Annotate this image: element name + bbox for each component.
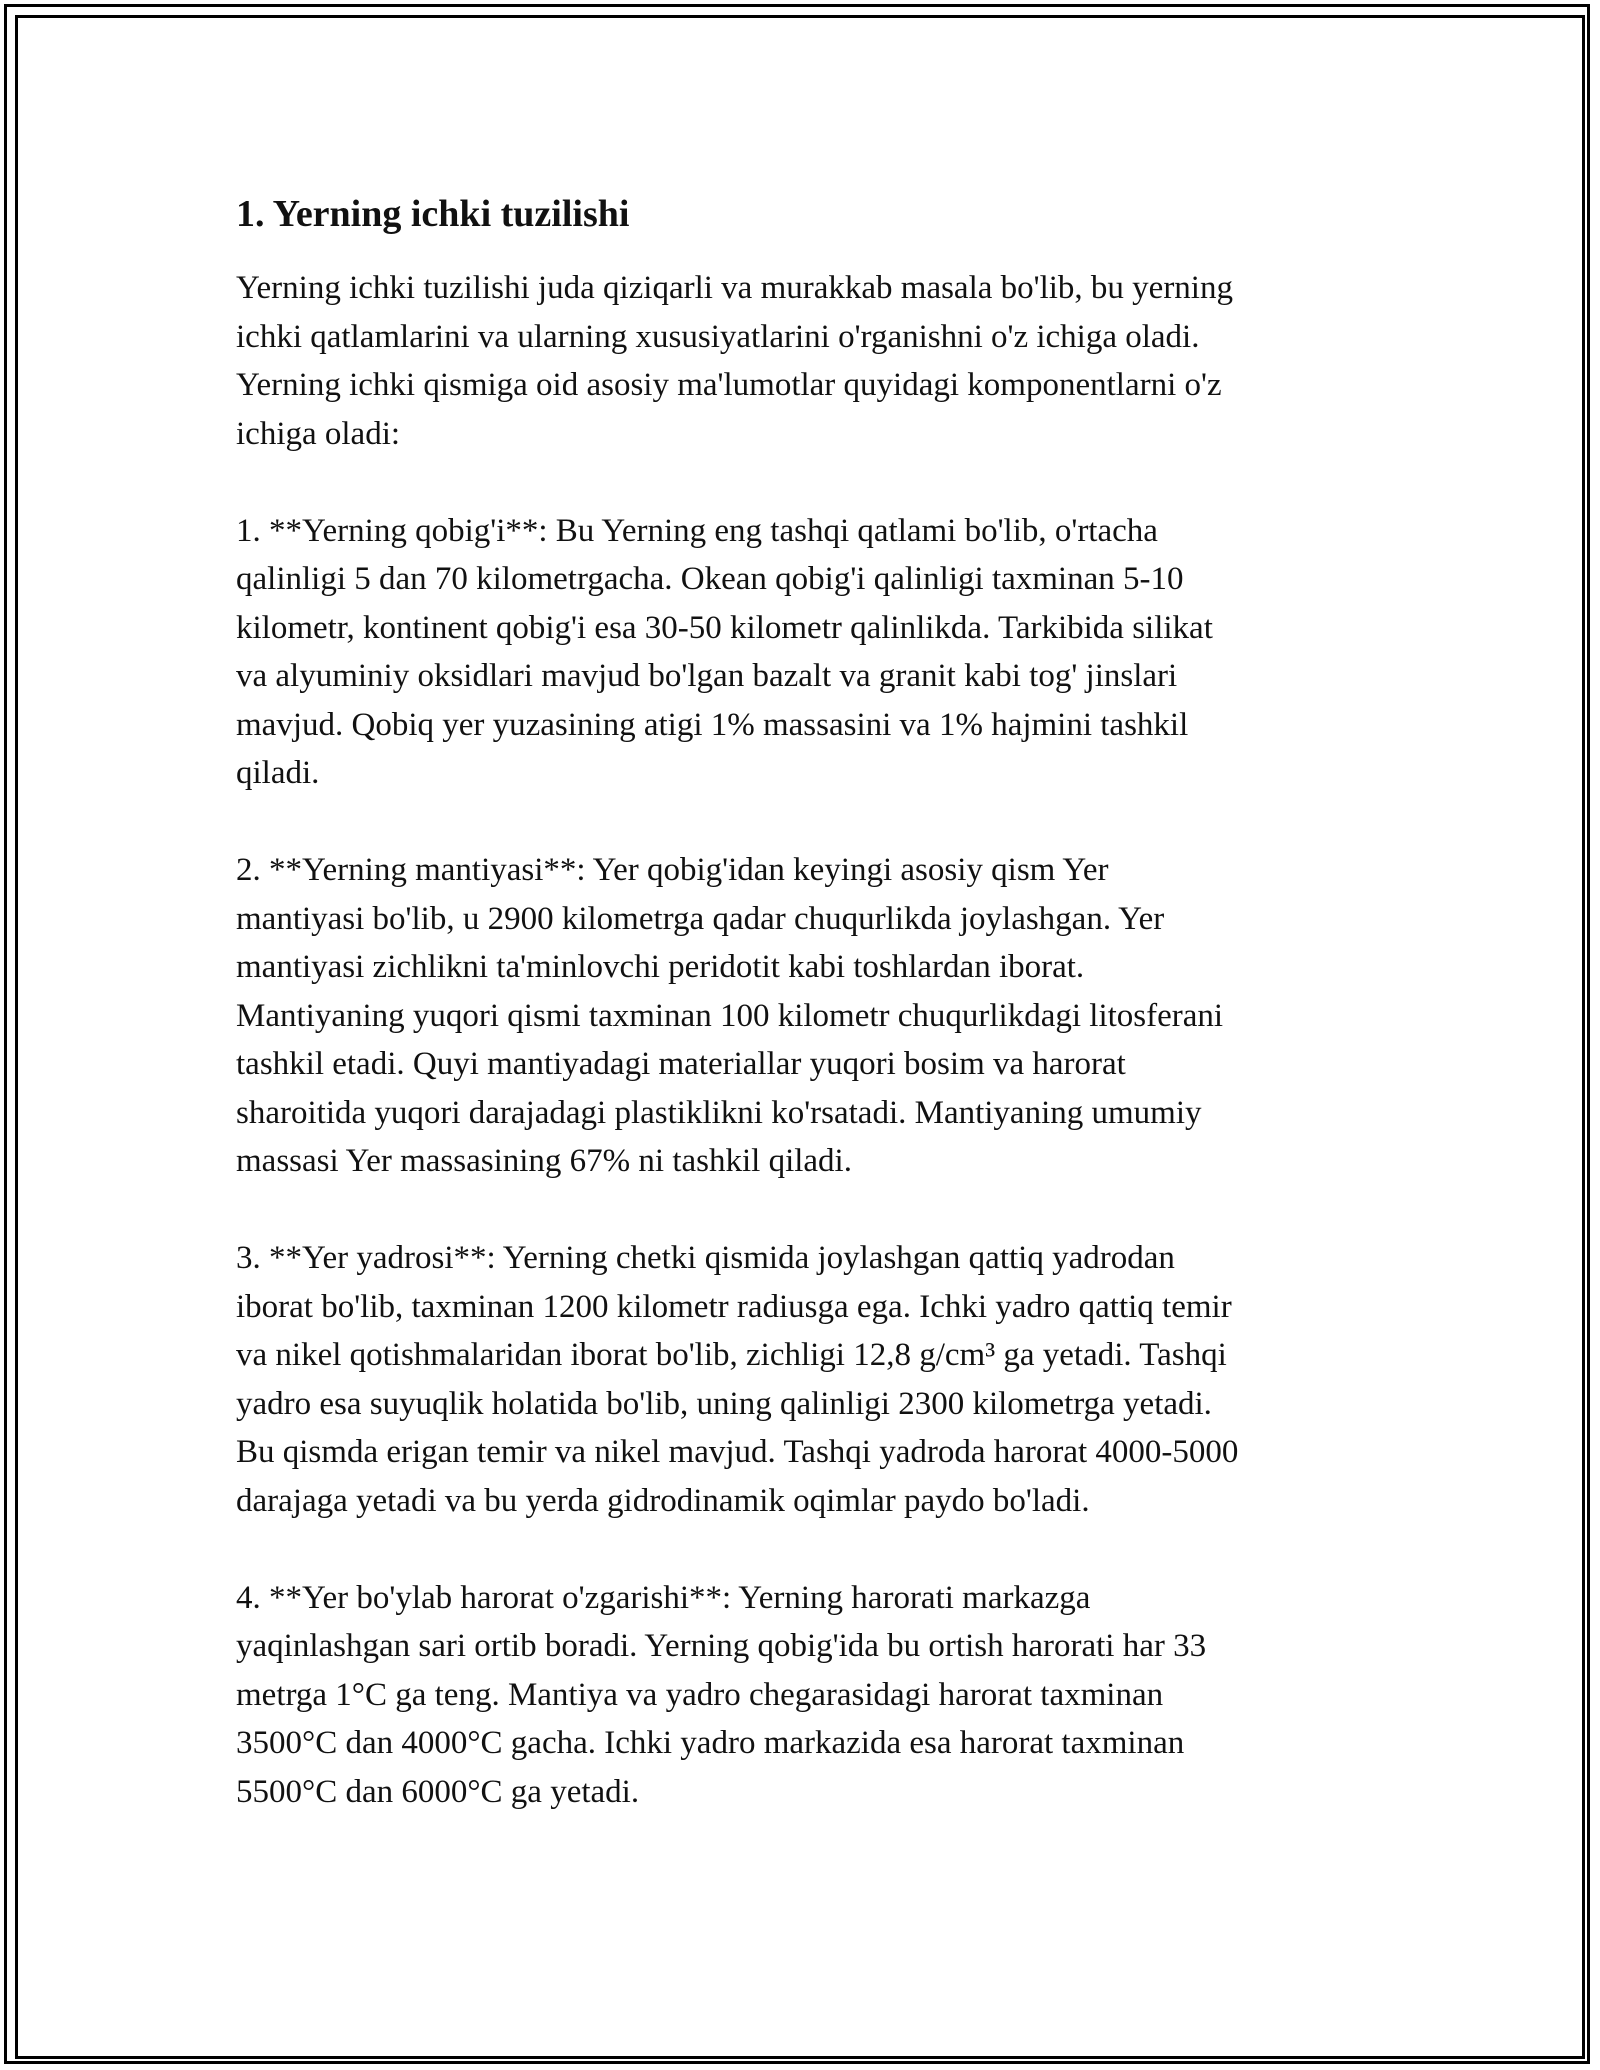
paragraph-line: 1. **Yerning qobig'i**: Bu Yerning eng tashqi qatlami bo'lib, o'rtacha [236, 512, 1158, 549]
temperature-paragraph [236, 1574, 1366, 1817]
paragraph-line: ichki qatlamlarini va ularning xususiyatlarini o'rganishni o'z ichiga oladi. [236, 318, 1200, 355]
paragraph-line: qiladi. [236, 755, 320, 791]
paragraph-line: 4. **Yer bo'ylab harorat o'zgarishi**: Yerning harorati markazga [236, 1579, 1091, 1616]
paragraph-line: mantiyasi zichlikni ta'minlovchi peridotit kabi toshlardan iborat. [236, 949, 1085, 985]
paragraph-line: mavjud. Qobiq yer yuzasining atigi 1% massasini va 1% hajmini tashkil [236, 706, 1189, 743]
paragraph-line: massasi Yer massasining 67% ni tashkil qiladi. [236, 1143, 852, 1179]
document-body [236, 188, 1366, 1865]
paragraph-line: 5500°C dan 6000°C ga yetadi. [236, 1773, 640, 1810]
paragraph-line: va alyuminiy oksidlari mavjud bo'lgan bazalt va granit kabi tog' jinslari [236, 658, 1178, 694]
paragraph-line: darajaga yetadi va bu yerda gidrodinamik oqimlar paydo bo'ladi. [236, 1482, 1090, 1519]
mantle-paragraph [236, 846, 1366, 1186]
paragraph-line: yaqinlashgan sari ortib boradi. Yerning qobig'ida bu ortish harorati har 33 [236, 1628, 1207, 1664]
paragraph-line: tashkil etadi. Quyi mantiyadagi materiallar yuqori bosim va harorat [236, 1046, 1126, 1082]
paragraph-line: Yerning ichki qismiga oid asosiy ma'lumotlar quyidagi komponentlarni o'z [236, 367, 1222, 403]
paragraph-line: sharoitida yuqori darajadagi plastiklikni ko'rsatadi. Mantiyaning umumiy [236, 1094, 1202, 1131]
paragraph-line: metrga 1°C ga teng. Mantiya va yadro chegarasidagi harorat taxminan [236, 1676, 1164, 1713]
paragraph-line: Mantiyaning yuqori qismi taxminan 100 kilometr chuqurlikdagi litosferani [236, 997, 1224, 1034]
paragraph-line: mantiyasi bo'lib, u 2900 kilometrga qadar chuqurlikda joylashgan. Yer [236, 900, 1165, 937]
intro-paragraph [236, 264, 1366, 458]
section-heading: 1. Yerning ichki tuzilishi [236, 193, 630, 235]
paragraph-line: ichiga oladi: [236, 415, 401, 452]
paragraph-line: qalinligi 5 dan 70 kilometrgacha. Okean qobig'i qalinligi taxminan 5-10 [236, 561, 1184, 597]
paragraph-line: 3. **Yer yadrosi**: Yerning chetki qismida joylashgan qattiq yadrodan [236, 1240, 1175, 1276]
paragraph-line: 2. **Yerning mantiyasi**: Yer qobig'idan keyingi asosiy qism Yer [236, 852, 1109, 888]
paragraph-line: va nikel qotishmalaridan iborat bo'lib, zichligi 12,8 g/cm³ ga yetadi. Tashqi [236, 1337, 1227, 1373]
paragraph-line: iborat bo'lib, taxminan 1200 kilometr radiusga ega. Ichki yadro qattiq temir [236, 1288, 1232, 1325]
core-paragraph [236, 1234, 1366, 1525]
paragraph-line: Bu qismda erigan temir va nikel mavjud. Tashqi yadroda harorat 4000-5000 [236, 1434, 1239, 1470]
paragraph-line: yadro esa suyuqlik holatida bo'lib, uning qalinligi 2300 kilometrga yetadi. [236, 1385, 1212, 1422]
crust-paragraph [236, 507, 1366, 798]
paragraph-line: kilometr, kontinent qobig'i esa 30-50 kilometr qalinlikda. Tarkibida silikat [236, 609, 1213, 646]
paragraph-line: Yerning ichki tuzilishi juda qiziqarli va murakkab masala bo'lib, bu yerning [236, 270, 1233, 306]
paragraph-line: 3500°C dan 4000°C gacha. Ichki yadro markazida esa harorat taxminan [236, 1725, 1185, 1761]
